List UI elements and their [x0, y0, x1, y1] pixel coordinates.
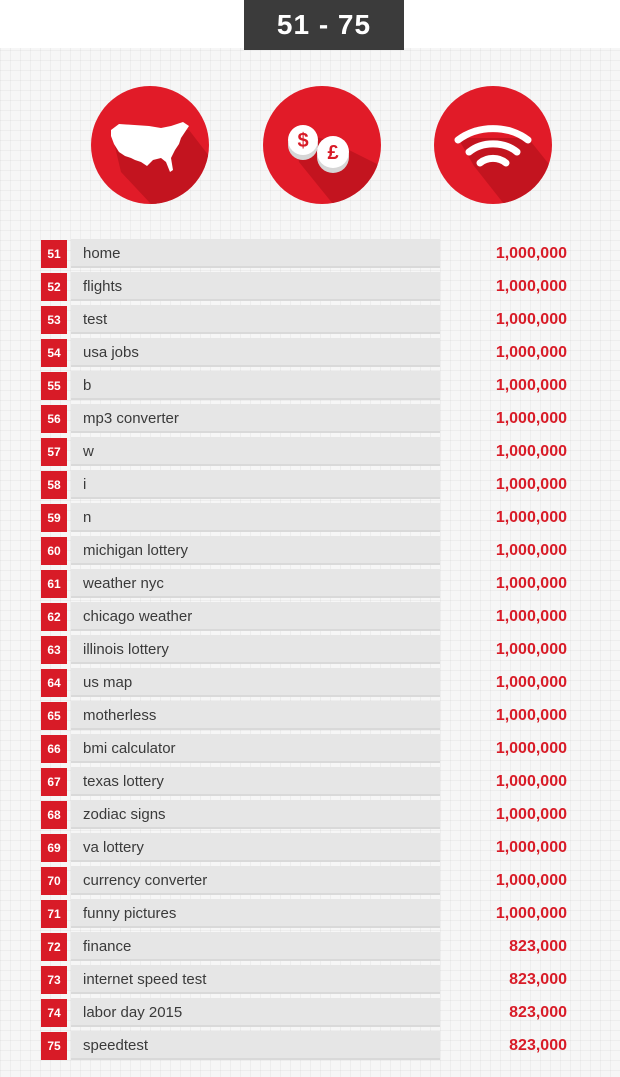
category-icons [0, 86, 620, 206]
rank-badge: 65 [41, 702, 67, 730]
search-term: illinois lottery [83, 641, 169, 658]
ranking-row [40, 601, 580, 634]
ranking-row [40, 700, 580, 733]
ranking-row [40, 667, 580, 700]
search-term: b [83, 377, 92, 394]
search-volume: 1,000,000 [495, 278, 567, 295]
ranking-row [40, 898, 580, 931]
search-volume: 823,000 [509, 971, 567, 988]
search-volume: 1,000,000 [495, 707, 567, 724]
search-term: flights [83, 278, 123, 295]
search-volume: 1,000,000 [495, 872, 567, 889]
ranking-row [40, 997, 580, 1030]
search-term: usa jobs [83, 344, 139, 361]
rank-badge: 64 [41, 669, 67, 697]
search-term: finance [83, 938, 132, 955]
term-bar [71, 437, 440, 466]
term-bar [71, 371, 440, 400]
rank-badge: 69 [41, 834, 67, 862]
search-term: michigan lottery [83, 542, 189, 559]
rank-badge: 75 [41, 1032, 67, 1060]
rank-badge: 59 [41, 504, 67, 532]
rank-badge: 58 [41, 471, 67, 499]
range-banner: 51 - 75 [244, 0, 404, 50]
search-term: chicago weather [83, 608, 193, 625]
search-volume: 823,000 [509, 938, 567, 955]
search-volume: 1,000,000 [495, 542, 567, 559]
ranking-row [40, 271, 580, 304]
rank-badge: 61 [41, 570, 67, 598]
search-volume: 823,000 [509, 1004, 567, 1021]
search-term: speedtest [83, 1037, 149, 1054]
ranking-row [40, 568, 580, 601]
search-volume: 1,000,000 [495, 509, 567, 526]
search-volume: 1,000,000 [495, 740, 567, 757]
ranking-row [40, 832, 580, 865]
ranking-row [40, 304, 580, 337]
ranking-row [40, 1030, 580, 1063]
rank-badge: 53 [41, 306, 67, 334]
pound-glyph: £ [327, 142, 339, 164]
search-volume: 1,000,000 [495, 641, 567, 658]
rank-badge: 55 [41, 372, 67, 400]
search-volume: 1,000,000 [495, 806, 567, 823]
search-volume: 1,000,000 [495, 443, 567, 460]
search-term: test [83, 311, 108, 328]
term-bar [71, 503, 440, 532]
term-bar [71, 239, 440, 268]
ranking-row [40, 634, 580, 667]
search-term: w [83, 443, 94, 460]
search-volume: 1,000,000 [495, 839, 567, 856]
search-term: n [83, 509, 92, 526]
term-bar [71, 305, 440, 334]
search-term: va lottery [83, 839, 144, 856]
rank-badge: 52 [41, 273, 67, 301]
search-term: mp3 converter [83, 410, 179, 427]
search-volume: 1,000,000 [495, 377, 567, 394]
ranking-row [40, 766, 580, 799]
ranking-row [40, 238, 580, 271]
search-volume: 1,000,000 [495, 476, 567, 493]
search-term: internet speed test [83, 971, 207, 988]
search-term: currency converter [83, 872, 208, 889]
search-volume: 1,000,000 [495, 410, 567, 427]
currency-coins-icon [263, 86, 381, 204]
ranking-row [40, 799, 580, 832]
search-term: motherless [83, 707, 157, 724]
rank-badge: 67 [41, 768, 67, 796]
ranking-row [40, 502, 580, 535]
rank-badge: 70 [41, 867, 67, 895]
rankings-list [40, 238, 580, 1063]
ranking-row [40, 931, 580, 964]
ranking-row [40, 337, 580, 370]
search-volume: 1,000,000 [495, 674, 567, 691]
search-term: funny pictures [83, 905, 177, 922]
search-volume: 1,000,000 [495, 905, 567, 922]
rank-badge: 74 [41, 999, 67, 1027]
search-volume: 1,000,000 [495, 773, 567, 790]
search-volume: 1,000,000 [495, 575, 567, 592]
search-term: weather nyc [83, 575, 164, 592]
search-term: us map [83, 674, 133, 691]
search-term: labor day 2015 [83, 1004, 183, 1021]
search-term: zodiac signs [83, 806, 166, 823]
rank-badge: 51 [41, 240, 67, 268]
rank-badge: 54 [41, 339, 67, 367]
rank-badge: 68 [41, 801, 67, 829]
search-volume: 1,000,000 [495, 344, 567, 361]
rank-badge: 71 [41, 900, 67, 928]
wifi-icon [434, 86, 552, 204]
search-volume: 823,000 [509, 1037, 567, 1054]
term-bar [71, 470, 440, 499]
usa-map-icon [91, 86, 209, 204]
ranking-row [40, 535, 580, 568]
dollar-glyph: $ [297, 130, 309, 152]
ranking-row [40, 403, 580, 436]
ranking-row [40, 964, 580, 997]
search-volume: 1,000,000 [495, 311, 567, 328]
search-term: bmi calculator [83, 740, 176, 757]
rank-badge: 62 [41, 603, 67, 631]
ranking-row [40, 733, 580, 766]
rank-badge: 63 [41, 636, 67, 664]
ranking-row [40, 436, 580, 469]
rank-badge: 73 [41, 966, 67, 994]
ranking-row [40, 370, 580, 403]
search-term: i [83, 476, 87, 493]
search-volume: 1,000,000 [495, 245, 567, 262]
search-term: texas lottery [83, 773, 164, 790]
rank-badge: 66 [41, 735, 67, 763]
rank-badge: 72 [41, 933, 67, 961]
rank-badge: 60 [41, 537, 67, 565]
ranking-row [40, 865, 580, 898]
rank-badge: 57 [41, 438, 67, 466]
search-volume: 1,000,000 [495, 608, 567, 625]
search-term: home [83, 245, 121, 262]
term-bar [71, 272, 440, 301]
rank-badge: 56 [41, 405, 67, 433]
ranking-row [40, 469, 580, 502]
